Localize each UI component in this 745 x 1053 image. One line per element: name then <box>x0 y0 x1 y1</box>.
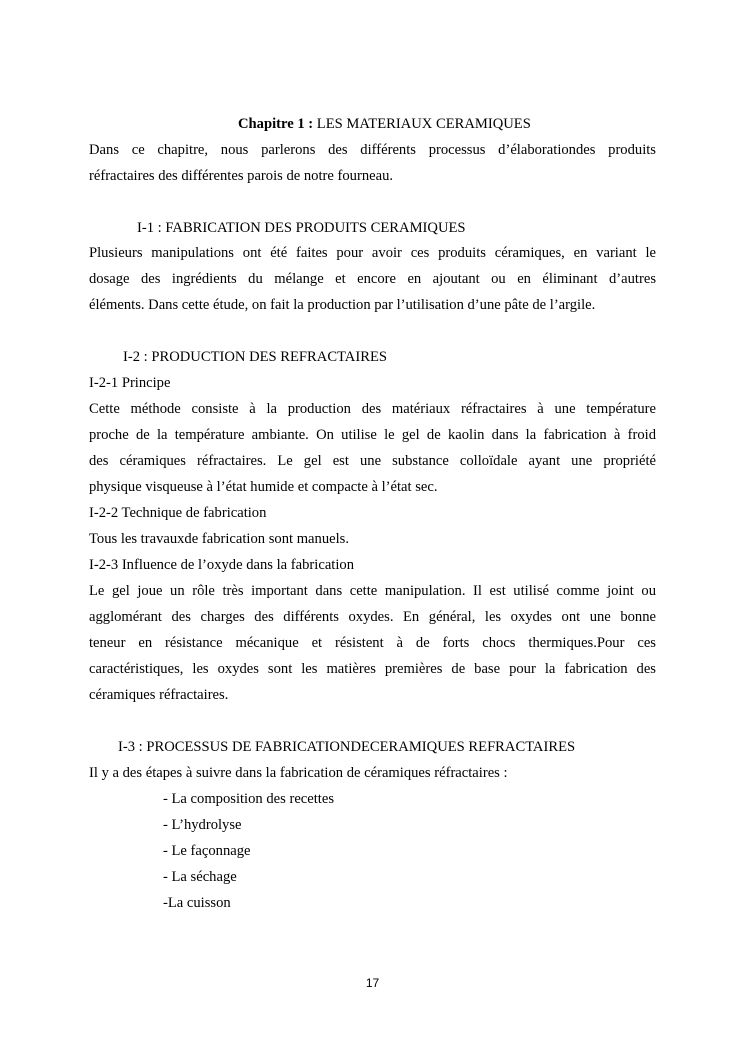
paragraph-line: caractéristiques, les oxydes sont les matières premières de base pour la fabrication des <box>89 661 656 677</box>
paragraph-line: Plusieurs manipulations ont été faites pour avoir ces produits céramiques, en variant le <box>89 245 656 261</box>
section-heading-i-1: I-1 : FABRICATION DES PRODUITS CERAMIQUES <box>137 220 466 236</box>
paragraph-line: dosage des ingrédients du mélange et encore en ajoutant ou en éliminant d’autres <box>89 271 656 287</box>
page-number: 17 <box>365 976 380 990</box>
paragraph-line: physique visqueuse à l’état humide et compacte à l’état sec. <box>89 479 438 495</box>
paragraph-line: agglomérant des charges des différents oxydes. En général, les oxydes ont une bonne <box>89 609 656 625</box>
subsection-heading-i-2-1: I-2-1 Principe <box>89 375 171 391</box>
chapter-title <box>238 115 531 133</box>
chapter-title-text: LES MATERIAUX CERAMIQUES <box>316 116 531 132</box>
subsection-heading-i-2-3: I-2-3 Influence de l’oxyde dans la fabrication <box>89 557 355 573</box>
paragraph-line: Le gel joue un rôle très important dans cette manipulation. Il est utilisé comme joint ou <box>89 583 656 599</box>
list-item: -La cuisson <box>163 895 231 911</box>
list-item: - L’hydrolyse <box>163 817 242 833</box>
paragraph-line: Il y a des étapes à suivre dans la fabrication de céramiques réfractaires : <box>89 765 508 781</box>
chapter-label: Chapitre 1 : <box>238 116 314 132</box>
list-item: - Le façonnage <box>163 843 251 859</box>
paragraph-line: Tous les travauxde fabrication sont manuels. <box>89 531 349 547</box>
paragraph-line: proche de la température ambiante. On utilise le gel de kaolin dans la fabrication à froid <box>89 427 656 443</box>
section-heading-i-3: I-3 : PROCESSUS DE FABRICATIONDECERAMIQUES REFRACTAIRES <box>118 739 576 755</box>
list-item: - La composition des recettes <box>163 791 335 807</box>
paragraph-line: teneur en résistance mécanique et résistent à de forts chocs thermiques.Pour ces <box>89 635 656 651</box>
paragraph-line: des céramiques réfractaires. Le gel est une substance colloïdale ayant une propriété <box>89 453 656 469</box>
paragraph-line: éléments. Dans cette étude, on fait la production par l’utilisation d’une pâte de l’argile. <box>89 297 596 313</box>
paragraph-line: Cette méthode consiste à la production des matériaux réfractaires à une température <box>89 401 656 417</box>
list-item: - La séchage <box>163 869 237 885</box>
subsection-heading-i-2-2: I-2-2 Technique de fabrication <box>89 505 267 521</box>
intro-line: Dans ce chapitre, nous parlerons des différents processus d’élaborationdes produits <box>89 142 656 158</box>
paragraph-line: céramiques réfractaires. <box>89 687 229 703</box>
section-heading-i-2: I-2 : PRODUCTION DES REFRACTAIRES <box>123 349 387 365</box>
intro-line: réfractaires des différentes parois de notre fourneau. <box>89 168 394 184</box>
